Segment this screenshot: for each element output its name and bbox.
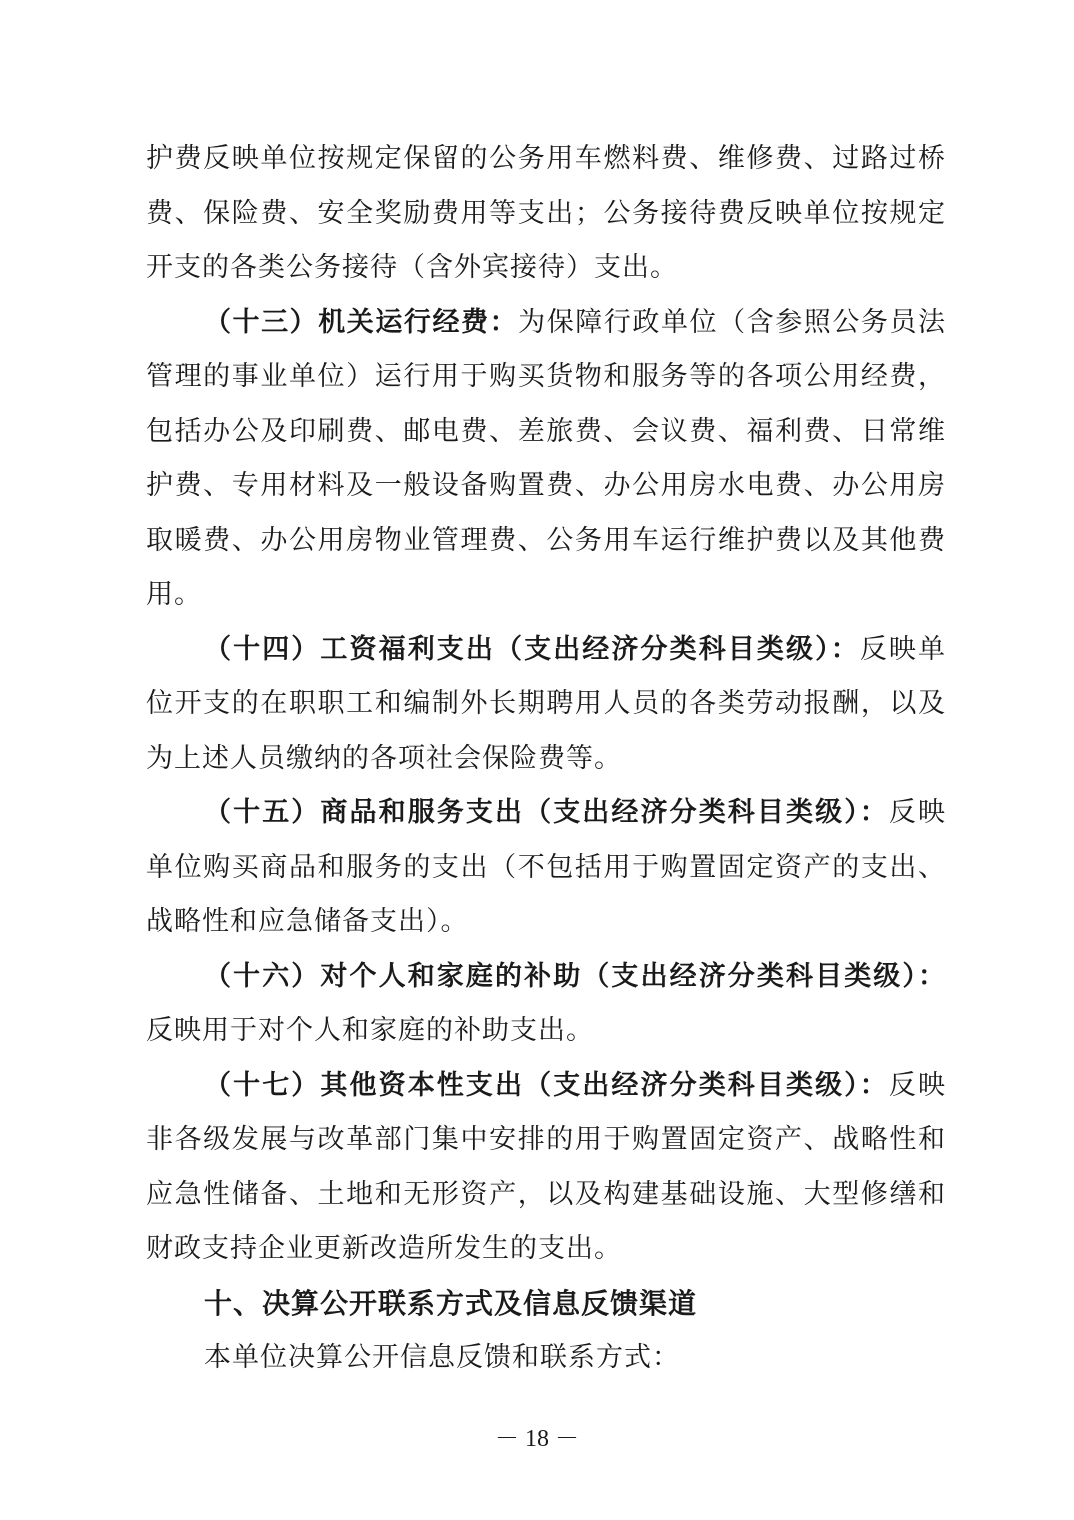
text-line: 包括办公及印刷费、邮电费、差旅费、会议费、福利费、日常维 xyxy=(146,415,946,447)
text-line: 单位购买商品和服务的支出（不包括用于购置固定资产的支出、 xyxy=(146,851,946,883)
paragraph-lead: （十五）商品和服务支出（支出经济分类科目类级）： xyxy=(204,797,889,828)
paragraph-lead: （十四）工资福利支出（支出经济分类科目类级）： xyxy=(204,633,860,665)
text-line: 开支的各类公务接待（含外宾接待）支出。 xyxy=(146,252,678,283)
text-line: 为上述人员缴纳的各项社会保险费等。 xyxy=(146,742,622,774)
paragraph-first-line xyxy=(146,1059,946,1114)
text-line: 反映用于对个人和家庭的补助支出。 xyxy=(146,1015,594,1046)
paragraph-text: 反映单 xyxy=(859,633,947,665)
text-line: 财政支持企业更新改造所发生的支出。 xyxy=(146,1233,622,1264)
text-line: 费、保险费、安全奖励费用等支出；公务接待费反映单位按规定 xyxy=(146,197,946,229)
text-line: 非各级发展与改革部门集中安排的用于购置固定资产、战略性和 xyxy=(146,1124,946,1155)
text-line: 应急性储备、土地和无形资产，以及构建基础设施、大型修缮和 xyxy=(146,1178,946,1210)
paragraph-lead: （十六）对个人和家庭的补助（支出经济分类科目类级）： xyxy=(204,960,946,992)
paragraph-text: 为保障行政单位（含参照公务员法 xyxy=(518,306,947,338)
text-line: 护费反映单位按规定保留的公务用车燃料费、维修费、过路过桥 xyxy=(146,143,946,174)
section-heading: 十、决算公开联系方式及信息反馈渠道 xyxy=(204,1286,698,1320)
paragraph-text: 反映 xyxy=(888,797,947,828)
document-body xyxy=(146,132,946,1386)
paragraph-lead: （十三）机关运行经费： xyxy=(204,306,519,338)
paragraph-first-line xyxy=(146,786,946,841)
paragraph-first-line xyxy=(146,950,946,1005)
paragraph-first-line xyxy=(146,623,946,678)
text-line: 位开支的在职职工和编制外长期聘用人员的各类劳动报酬，以及 xyxy=(146,688,946,719)
page-number: － 18 － xyxy=(495,1426,579,1452)
paragraph-text: 反映 xyxy=(888,1069,947,1101)
text-line: 取暖费、办公用房物业管理费、公务用车运行维护费以及其他费 xyxy=(146,524,946,556)
paragraph-first-line xyxy=(146,296,946,351)
text-line: 用。 xyxy=(146,579,202,610)
text-line: 管理的事业单位）运行用于购买货物和服务等的各项公用经费， xyxy=(146,361,946,392)
text-line: 护费、专用材料及一般设备购置费、办公用房水电费、办公用房 xyxy=(146,470,946,501)
paragraph-lead: （十七）其他资本性支出（支出经济分类科目类级）： xyxy=(204,1069,889,1101)
section-intro: 本单位决算公开信息反馈和联系方式： xyxy=(204,1342,680,1373)
text-line: 战略性和应急储备支出）。 xyxy=(146,906,469,937)
